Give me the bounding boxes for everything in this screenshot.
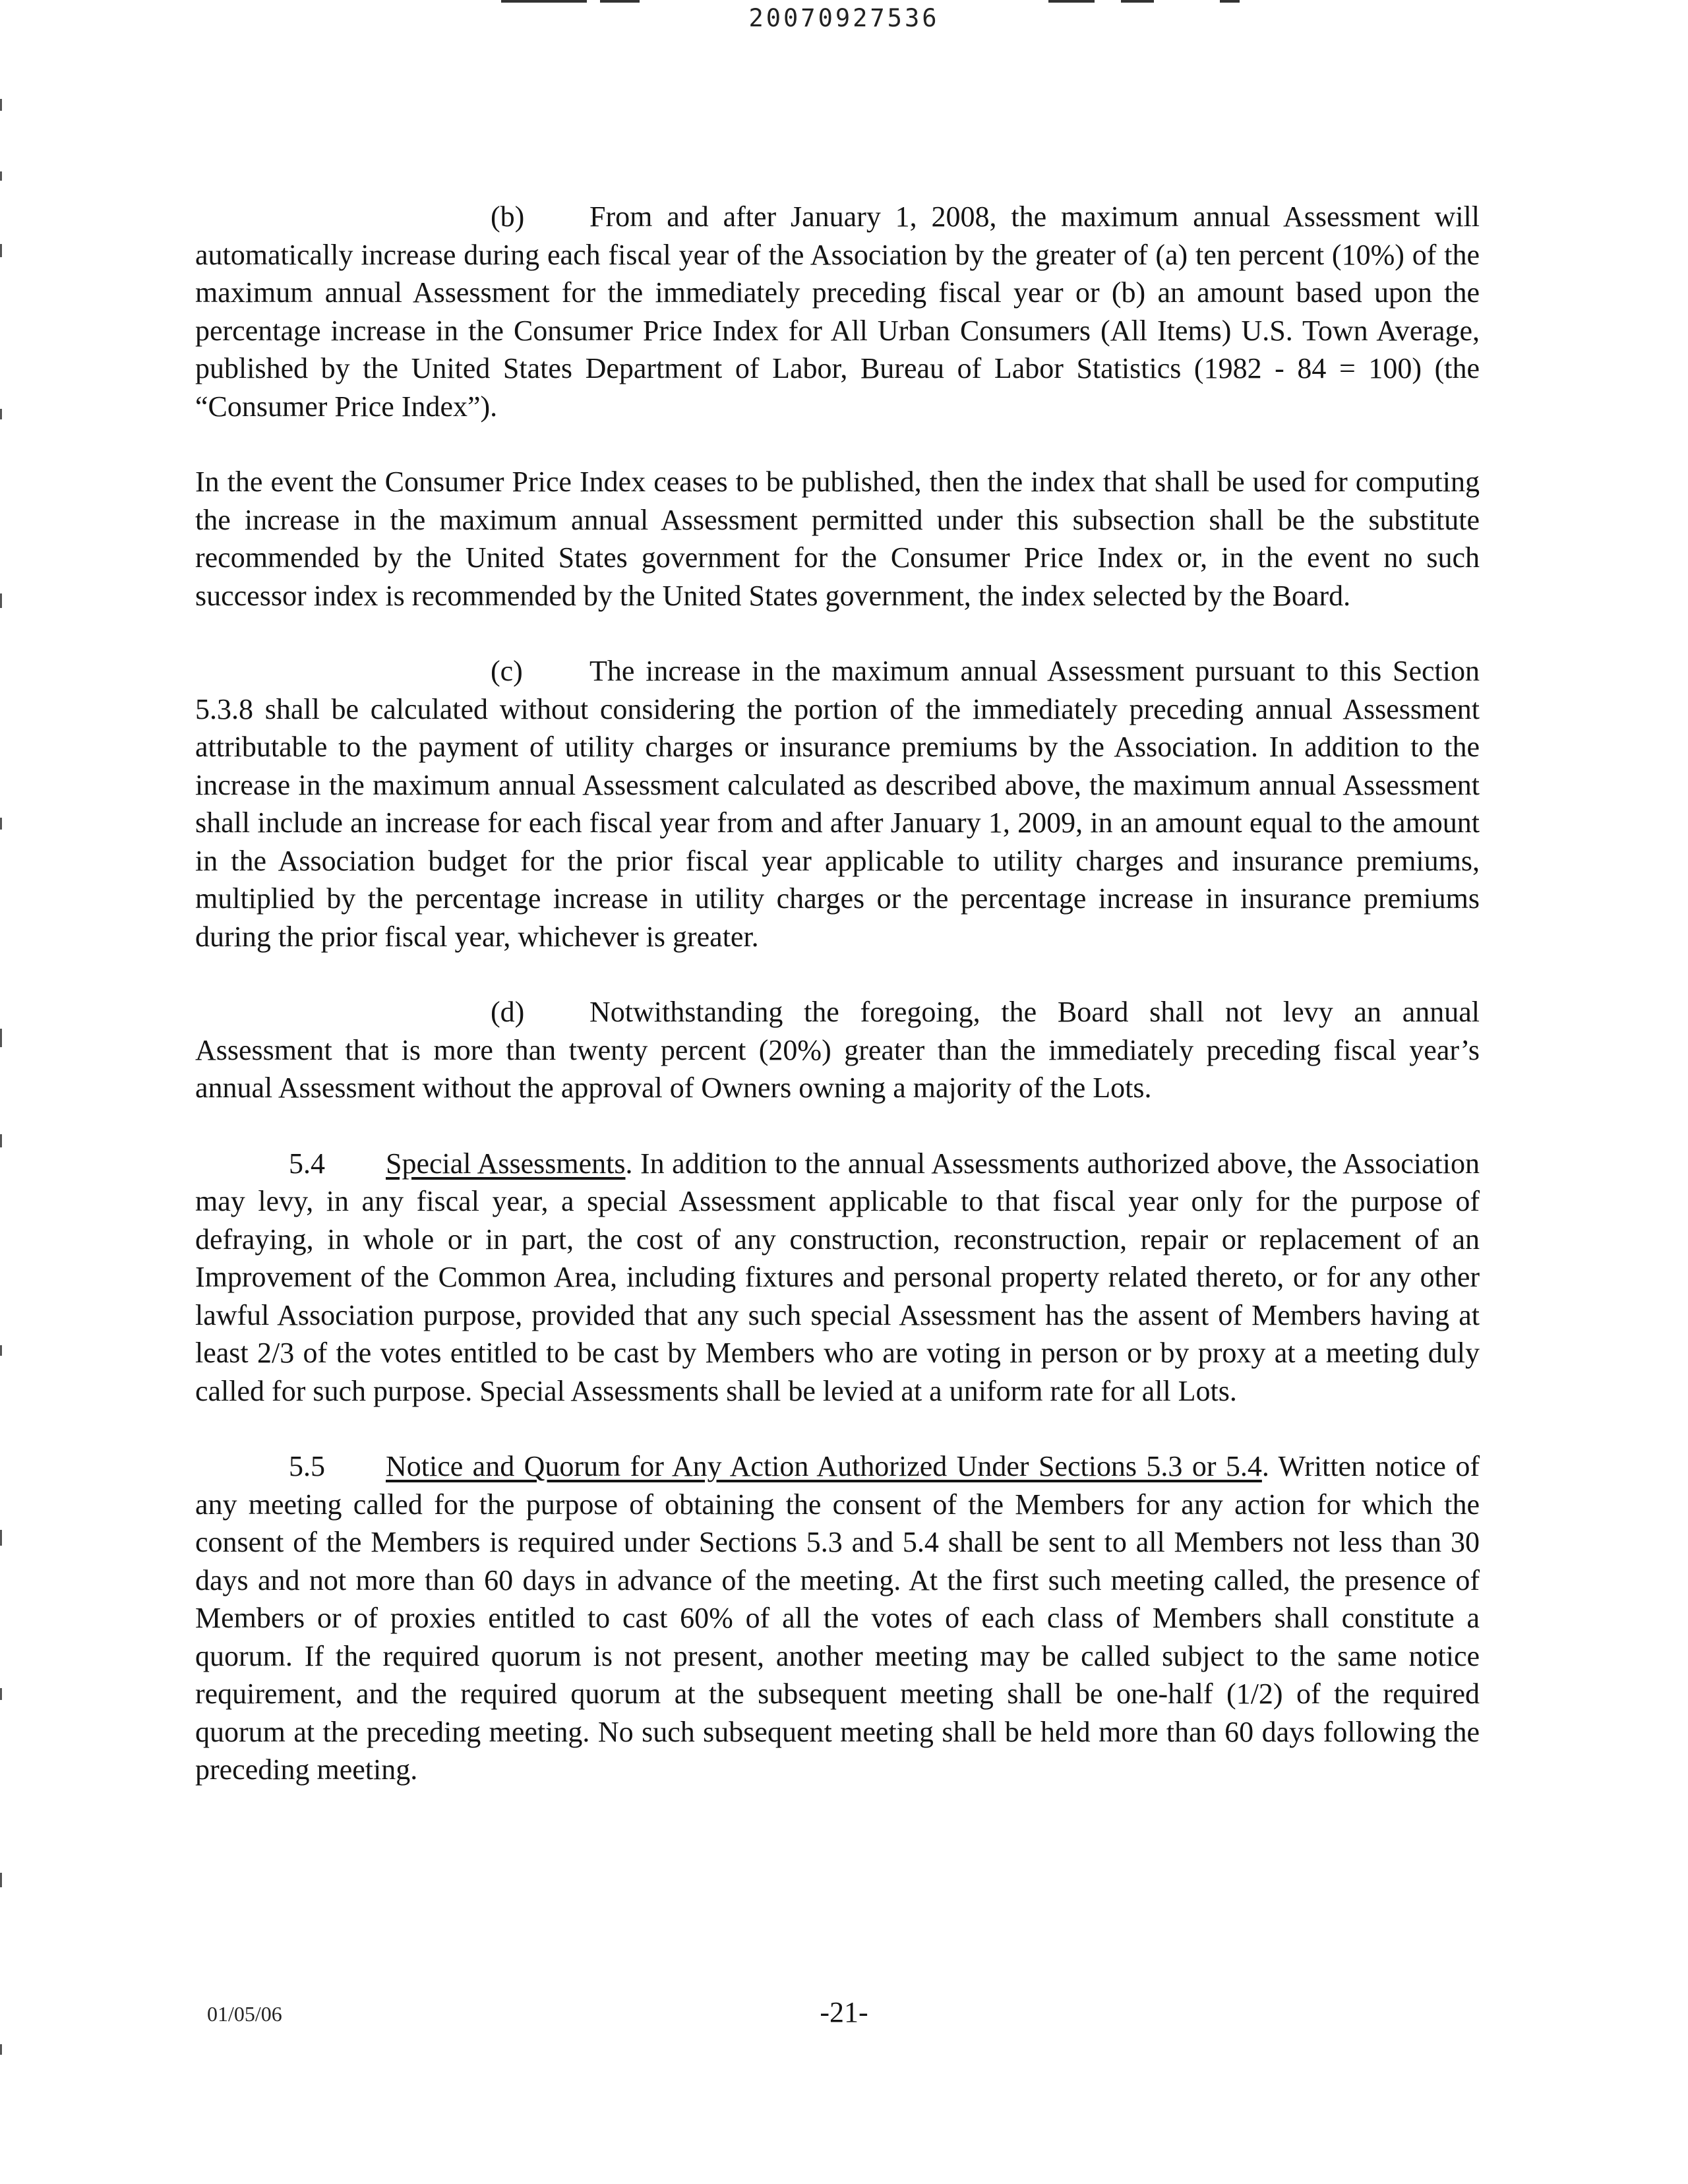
scan-edge-tick <box>0 1345 2 1356</box>
paragraph-cpi-event <box>195 463 1480 615</box>
paragraph-text: Notwithstanding the foregoing, the Board shall not levy an annual Assessment that is more than twenty percent (20%) greater than the immediately preceding fiscal year’s annual Assessment without the approval of Owners owning a majority of the Lots. <box>195 996 1480 1104</box>
paragraph-marker: (b) <box>491 200 525 233</box>
scan-edge-tick <box>0 1029 2 1047</box>
paragraph-b <box>195 198 1480 425</box>
scan-edge-tick <box>0 244 2 257</box>
footer-date: 01/05/06 <box>207 2002 282 2026</box>
page-number: -21- <box>820 1996 868 2028</box>
scan-edge-tick <box>0 1530 2 1546</box>
scan-mark <box>1220 0 1240 3</box>
scan-edge-tick <box>0 409 2 419</box>
scan-edge-tick <box>0 1873 2 1887</box>
scan-mark <box>1121 0 1154 3</box>
section-text: . In addition to the annual Assessments authorized above, the Association may levy, in any fiscal year, a special Assessment applicable to that fiscal year only for the purpose of defraying, in whole or in part, the cost of any construction, reconstruction, repair or replacement of an Improvement of the Common Area, including fixtures and personal property related thereto, or for any other lawful Association purpose, provided that any such special Assessment has the assent of Members having at least 2/3 of the votes entitled to be cast by Members who are voting in person or by proxy at a meeting duly called for such purpose. Special Assessments shall be levied at a uniform rate for all Lots. <box>195 1147 1480 1407</box>
scan-edge-tick <box>0 171 2 181</box>
scan-edge-tick <box>0 1134 2 1147</box>
scan-edge-tick <box>0 818 2 830</box>
paragraph-marker: (c) <box>491 655 523 687</box>
section-text: . Written notice of any meeting called for the purpose of obtaining the consent of the Members for any action for which the consent of the Members is required under Sections 5.3 and 5.4 shall be sent to all Members not less than 30 days and not more than 60 days in advance of the meeting. At the first such meeting called, the presence of Members or of proxies entitled to cast 60% of all the votes of each class of Members shall constitute a quorum. If the required quorum is not present, another meeting may be called subject to the same notice requirement, and the required quorum at the subsequent meeting shall be one-half (1/2) of the required quorum at the preceding meeting. No such subsequent meeting shall be held more than 60 days following the preceding meeting. <box>195 1450 1480 1786</box>
paragraph-marker: (d) <box>491 996 525 1028</box>
scan-mark <box>501 0 587 3</box>
section-number: 5.5 <box>289 1450 325 1482</box>
paragraph-text: In the event the Consumer Price Index ceases to be published, then the index that shall be used for computing the increase in the maximum annual Assessment permitted under this subsection shall be the substitute recommended by the United States government for the Consumer Price Index or, in the event no such successor index is recommended by the United States government, the index selected by the Board. <box>195 466 1480 612</box>
scan-edge-tick <box>0 593 2 608</box>
section-number: 5.4 <box>289 1147 325 1180</box>
section-title: Notice and Quorum for Any Action Authorized Under Sections 5.3 or 5.4 <box>386 1450 1262 1482</box>
paragraph-d <box>195 993 1480 1107</box>
scan-edge-tick <box>0 1688 2 1700</box>
document-body <box>195 198 1480 1827</box>
scan-edge-tick <box>0 2044 2 2055</box>
document-number: 20070927536 <box>748 4 940 32</box>
scan-edge-tick <box>0 99 2 111</box>
scan-mark <box>1048 0 1095 3</box>
section-5-5 <box>195 1447 1480 1789</box>
paragraph-text: From and after January 1, 2008, the maximum annual Assessment will automatically increase during each fiscal year of the Association by the greater of (a) ten percent (10%) of the maximum annual Assessment for the immediately preceding fiscal year or (b) an amount based upon the percentage increase in the Consumer Price Index for All Urban Consumers (All Items) U.S. Town Average, published by the United States Department of Labor, Bureau of Labor Statistics (1982 - 84 = 100) (the “Consumer Price Index”). <box>195 200 1480 423</box>
section-5-4 <box>195 1145 1480 1410</box>
paragraph-c <box>195 652 1480 956</box>
scan-mark <box>600 0 640 3</box>
section-title: Special Assessments <box>386 1147 626 1180</box>
paragraph-text: The increase in the maximum annual Assessment pursuant to this Section 5.3.8 shall be calculated without considering the portion of the immediately preceding annual Assessment attributable to the payment of utility charges or insurance premiums by the Association. In addition to the increase in the maximum annual Assessment calculated as described above, the maximum annual Assessment shall include an increase for each fiscal year from and after January 1, 2009, in an amount equal to the amount in the Association budget for the prior fiscal year applicable to utility charges and insurance premiums, multiplied by the percentage increase in utility charges or the percentage increase in insurance premiums during the prior fiscal year, whichever is greater. <box>195 655 1480 953</box>
